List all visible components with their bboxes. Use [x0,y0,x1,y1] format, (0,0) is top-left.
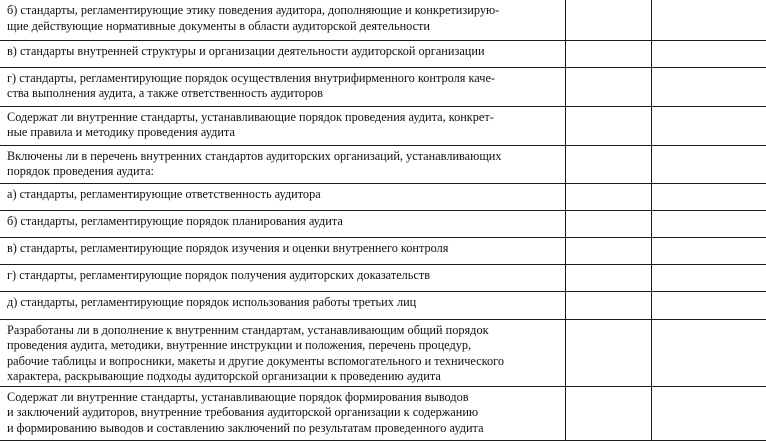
table-row [0,210,766,237]
answer-cell[interactable] [565,183,651,210]
question-line: Содержат ли внутренние стандарты, устанавливающие порядок формирования выводов [7,389,469,404]
note-cell[interactable] [651,319,766,386]
table-row [0,291,766,319]
question-line: б) стандарты, регламентирующие этику поведения аудитора, дополняющие и конкретизирую- [7,3,500,17]
note-cell[interactable] [651,386,766,440]
table-row [0,264,766,291]
table-row [0,319,766,386]
answer-cell[interactable] [565,67,651,106]
question-cell [0,291,565,319]
question-line: порядок проведения аудита: [7,164,154,178]
question-line: в) стандарты, регламентирующие порядок изучения и оценки внутреннего контроля [7,240,449,255]
table-row [0,40,766,67]
table-row [0,106,766,145]
table-row [0,0,766,40]
note-cell[interactable] [651,106,766,145]
question-line: рабочие таблицы и вопросники, макеты и другие документы вспомогательного и технического [7,353,504,368]
question-line: г) стандарты, регламентирующие порядок получения аудиторских доказательств [7,267,431,282]
question-cell [0,145,565,183]
table-row [0,183,766,210]
answer-cell[interactable] [565,145,651,183]
answer-cell[interactable] [565,237,651,264]
note-cell[interactable] [651,291,766,319]
table-row [0,237,766,264]
question-line: Разработаны ли в дополнение к внутренним стандартам, устанавливающим общий порядок [7,322,489,337]
question-cell [0,67,565,106]
answer-cell[interactable] [565,0,651,40]
question-line: г) стандарты, регламентирующие порядок осуществления внутрифирменного контроля каче- [7,70,496,85]
question-line: и формированию выводов и составлению заключений по результатам проведенного аудита [7,420,484,435]
question-cell [0,386,565,440]
note-cell[interactable] [651,237,766,264]
table-row [0,145,766,183]
question-line: Включены ли в перечень внутренних стандартов аудиторских организаций, устанавливающих [7,148,502,163]
answer-cell[interactable] [565,291,651,319]
question-line: а) стандарты, регламентирующие ответственность аудитора [7,186,321,201]
answer-cell[interactable] [565,210,651,237]
answer-cell[interactable] [565,106,651,145]
note-cell[interactable] [651,264,766,291]
table-row [0,386,766,440]
question-line: ства выполнения аудита, а также ответственность аудиторов [7,86,323,100]
question-line: и заключений аудиторов, внутренние требования аудиторской организации к содержанию [7,405,479,419]
table-row [0,67,766,106]
question-line: д) стандарты, регламентирующие порядок использования работы третьих лиц [7,294,417,309]
note-cell[interactable] [651,210,766,237]
question-cell [0,210,565,237]
answer-cell[interactable] [565,264,651,291]
question-line: проведения аудита, методики, внутренние инструкции и положения, перечень процедур, [7,338,472,352]
question-line: Содержат ли внутренние стандарты, устанавливающие порядок проведения аудита, конкрет- [7,109,494,124]
question-cell [0,183,565,210]
note-cell[interactable] [651,0,766,40]
question-cell [0,319,565,386]
answer-cell[interactable] [565,319,651,386]
note-cell[interactable] [651,40,766,67]
answer-cell[interactable] [565,386,651,440]
question-line: щие действующие нормативные документы в области аудиторской деятельности [7,18,431,33]
question-cell [0,40,565,67]
question-line: ные правила и методику проведения аудита [7,125,235,139]
question-line: б) стандарты, регламентирующие порядок планирования аудита [7,213,343,228]
answer-cell[interactable] [565,40,651,67]
question-cell [0,0,565,40]
question-cell [0,264,565,291]
note-cell[interactable] [651,183,766,210]
question-line: в) стандарты внутренней структуры и организации деятельности аудиторской организации [7,43,485,58]
question-cell [0,237,565,264]
question-line: характера, раскрывающие подходы аудиторской организации к проведению аудита [7,369,441,383]
question-cell [0,106,565,145]
note-cell[interactable] [651,67,766,106]
note-cell[interactable] [651,145,766,183]
